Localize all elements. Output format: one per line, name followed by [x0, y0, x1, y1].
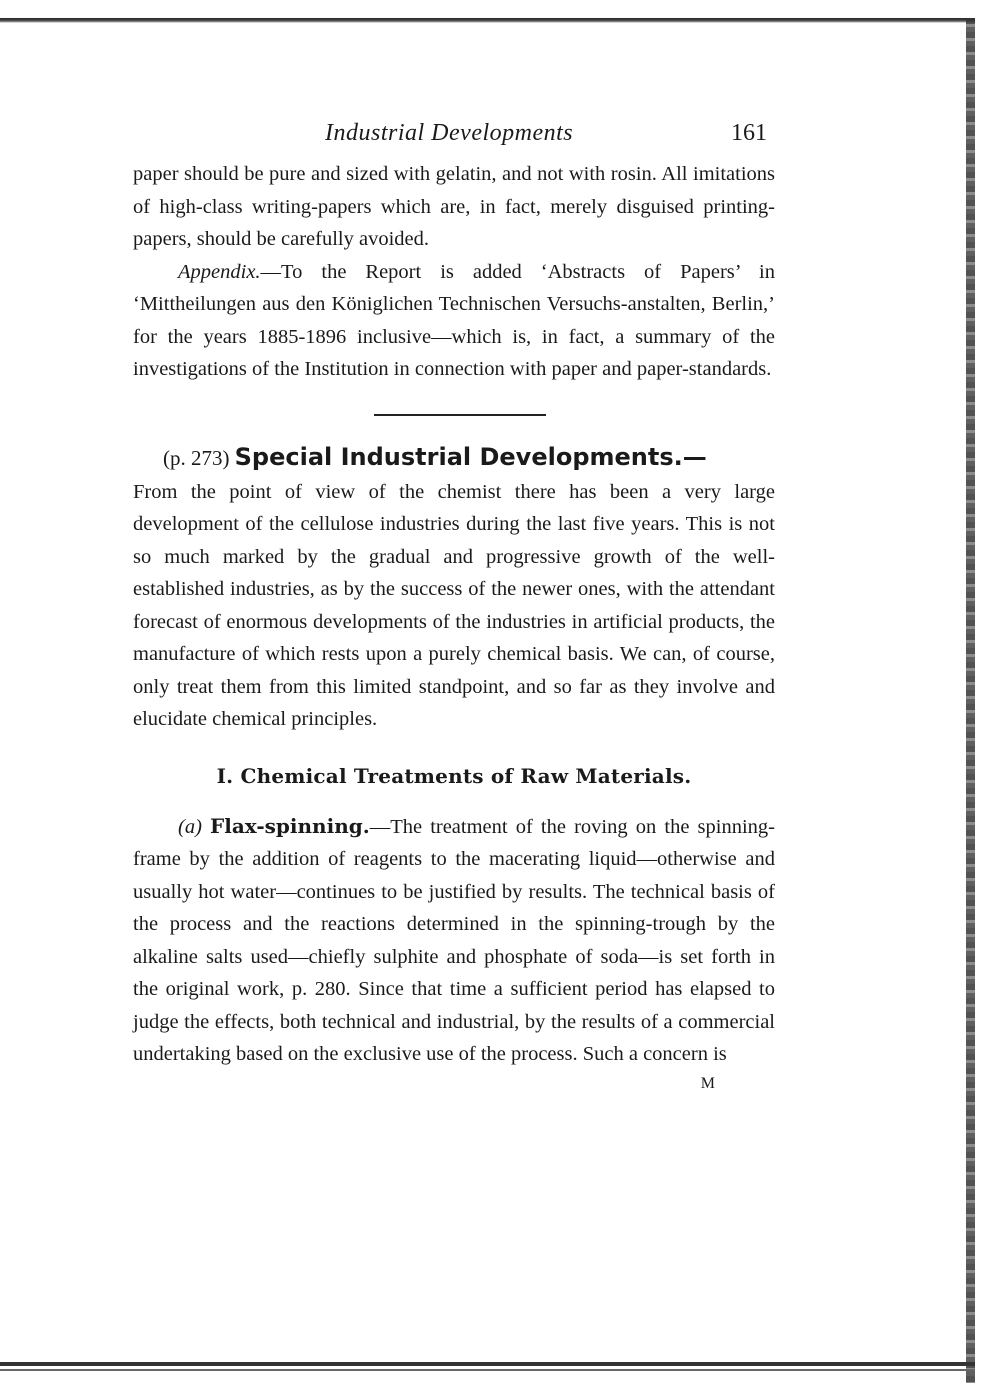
scan-edge-bottom-secondary: [0, 1369, 975, 1371]
section-page-reference: (p. 273): [163, 445, 230, 470]
appendix-label: Appendix.: [178, 260, 261, 283]
section-divider-rule: [374, 414, 546, 416]
chapter-heading: I. Chemical Treatments of Raw Materials.: [216, 763, 692, 788]
appendix-text: —To the Report is added ‘Abstracts of Papers’ in ‘Mittheilungen aus den Königlichen Technischen Versuchs-anstalten, Berlin,’ for the years 1885-1896 inclusive—which is, in fact, a summary of the investigations of the Institution in connection with paper and paper-standards.: [133, 260, 775, 380]
page-number: 161: [731, 120, 767, 146]
running-head-title: Industrial Developments: [325, 120, 574, 146]
flax-text: —The treatment of the roving on the spinning-frame by the addition of reagents to the macerating liquid—otherwise and usually hot water—continues to be justified by results. The technical basis of the process and the reactions determined in the spinning-trough by the alkaline salts used—chiefly sulphite and phosphate of soda—is set forth in the original work, p. 280. Since that time a sufficient period has elapsed to judge the effects, both technical and industrial, by the results of a commercial undertaking based on the exclusive use of the process. Such a concern is: [133, 815, 775, 1065]
flax-marker: (a): [178, 815, 202, 838]
paragraph-flax-spinning: [133, 810, 775, 1071]
section-heading-line: [133, 440, 775, 476]
flax-heading: Flax-spinning.: [210, 813, 370, 838]
book-page: [133, 118, 775, 1093]
paragraph-special-developments: From the point of view of the chemist there has been a very large development of the cellulose industries during the last five years. This is not so much marked by the gradual and progressive growth of the well-established industries, as by the success of the newer ones, with the attendant forecast of enormous developments of the industries in artificial products, the manufacture of which rests upon a purely chemical basis. We can, of course, only treat them from this limited standpoint, and so far as they involve and elucidate chemical principles.: [133, 480, 775, 730]
section-heading: Special Industrial Developments.: [234, 442, 683, 471]
signature-mark: M: [700, 1074, 715, 1092]
paragraph-paper-sizing: paper should be pure and sized with gelatin, and not with rosin. All imitations of high-class writing-papers which are, in fact, merely disguised printing-papers, should be carefully avoided.: [133, 163, 775, 250]
scan-edge-right: [966, 18, 975, 1383]
paragraph-appendix: [133, 256, 775, 386]
running-head: [133, 118, 775, 158]
scan-edge-bottom: [0, 1362, 975, 1366]
section-heading-dash: —: [682, 442, 707, 471]
scan-edge-top: [0, 18, 975, 23]
